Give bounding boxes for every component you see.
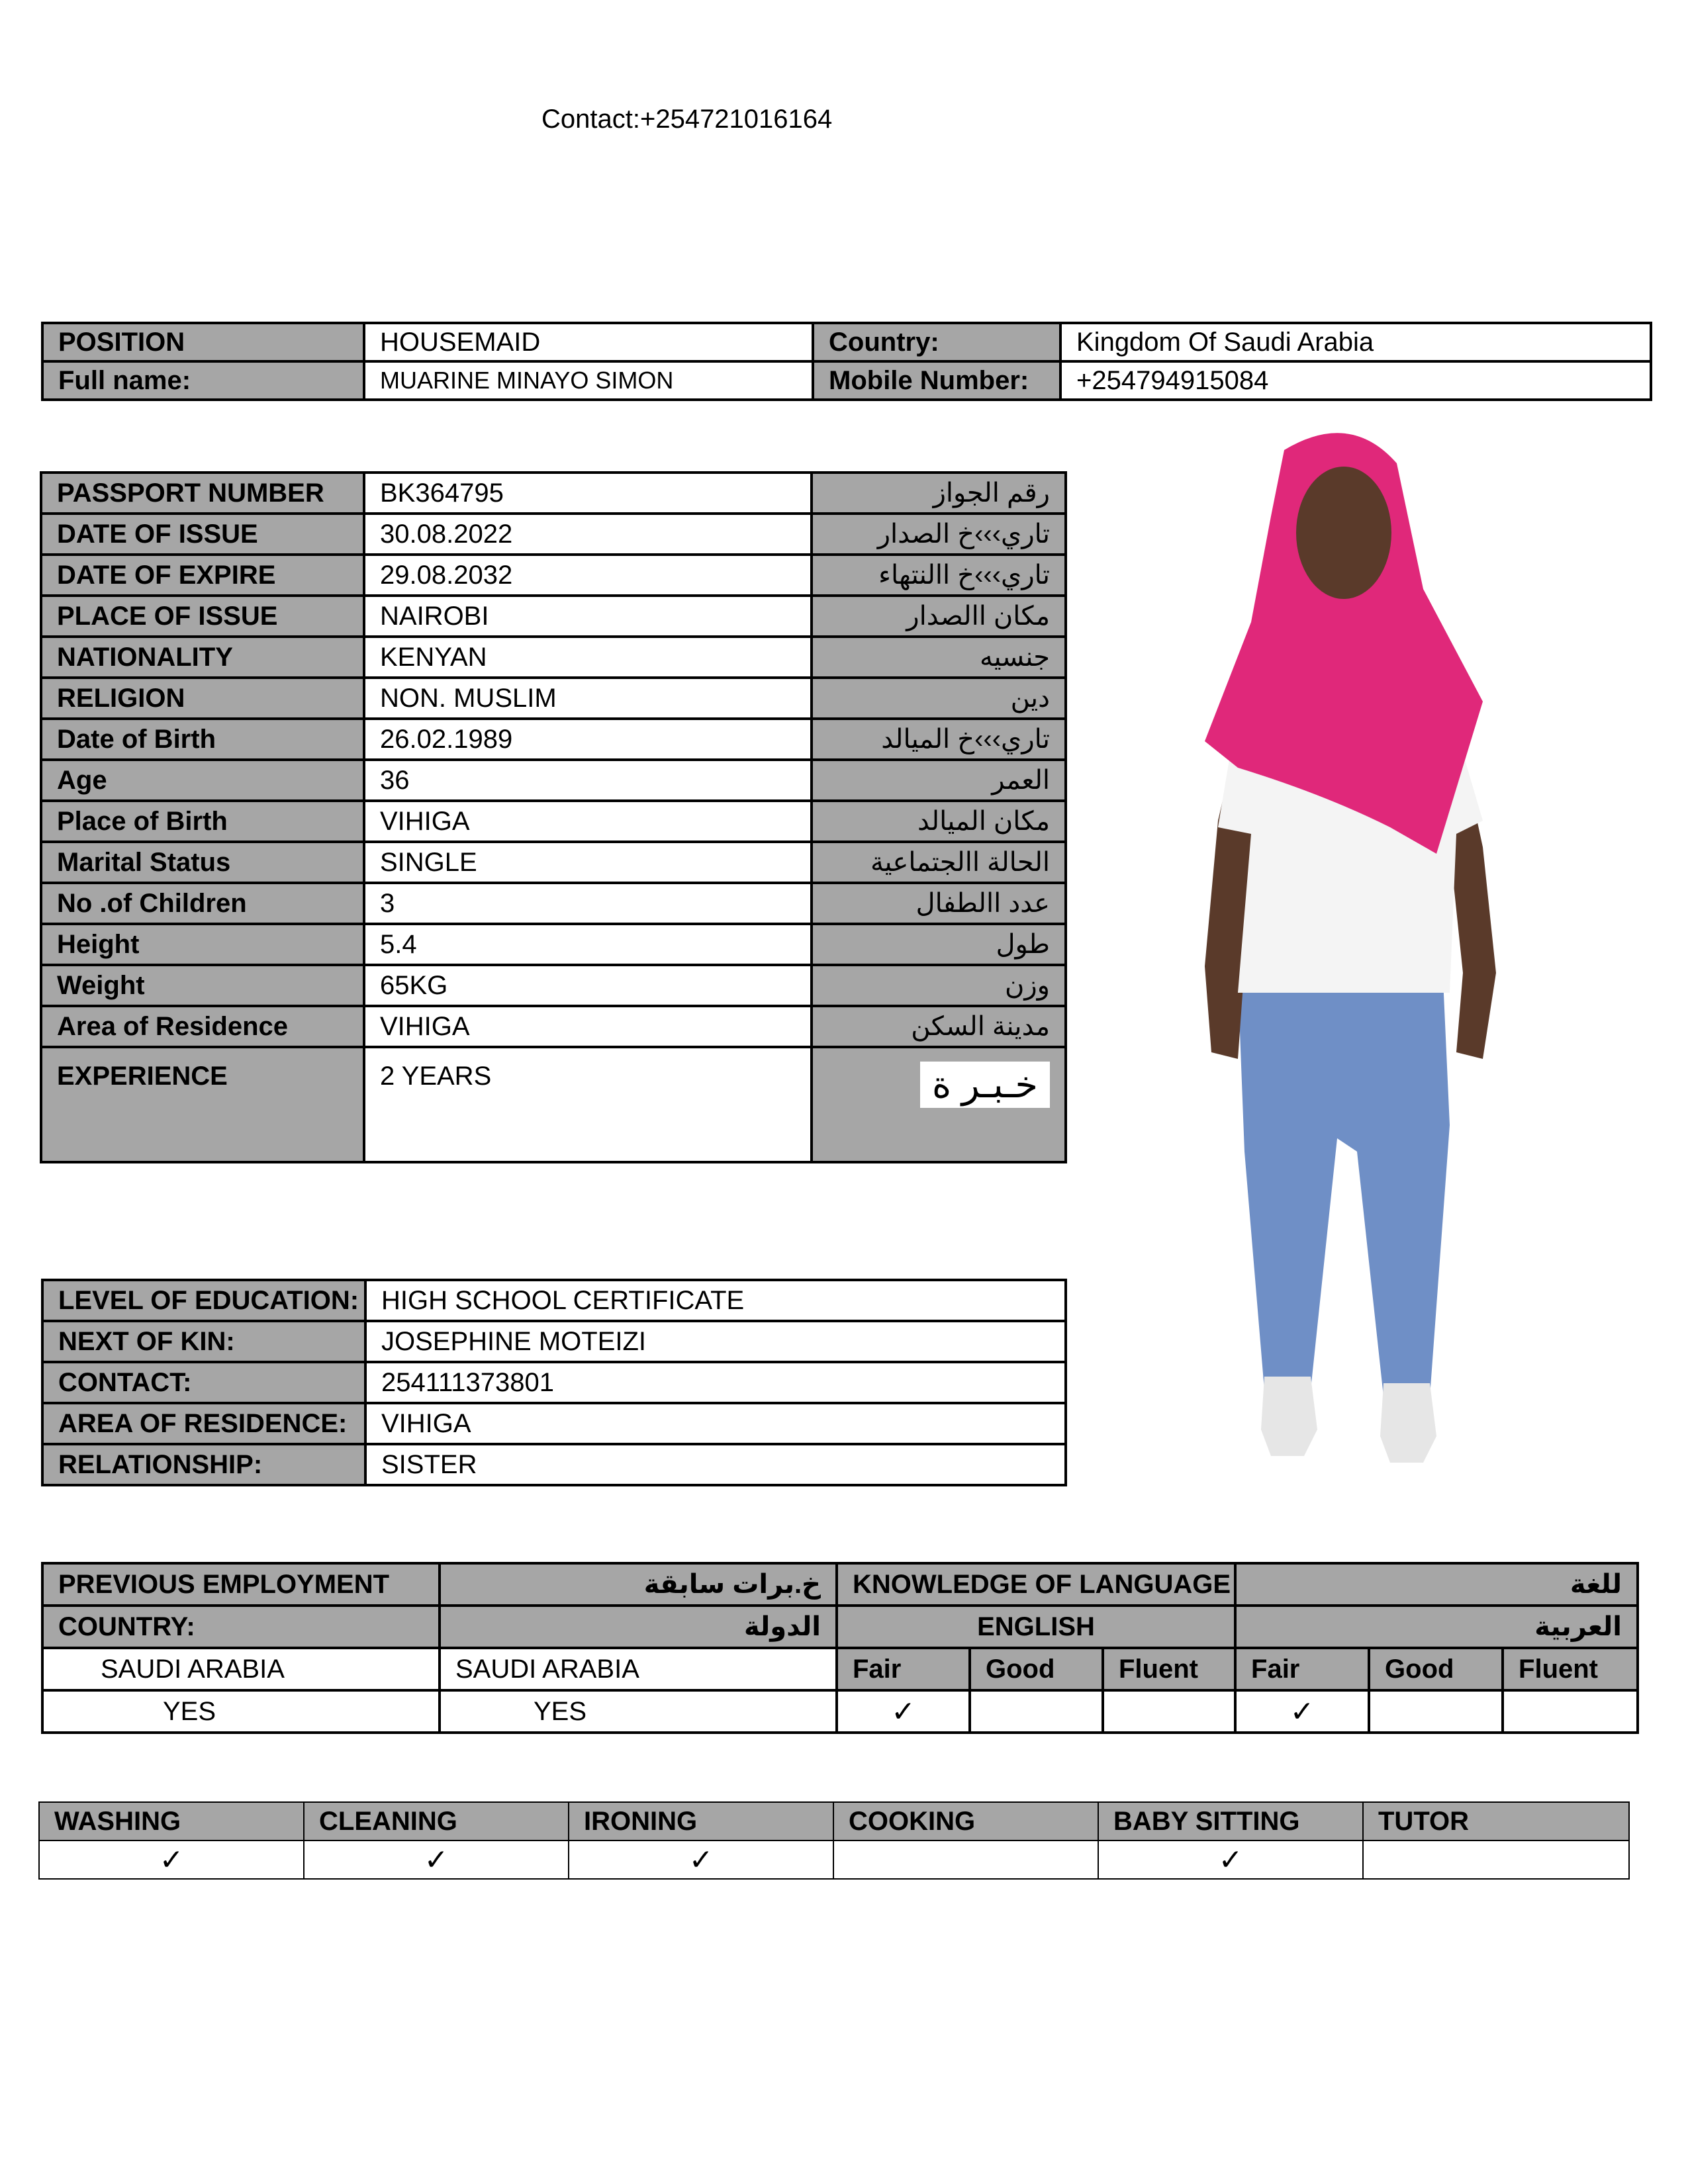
education-table (41, 1279, 1067, 1486)
skill-label: CLEANING (304, 1802, 569, 1841)
skill-label: TUTOR (1363, 1802, 1629, 1841)
candidate-photo (1139, 424, 1602, 1562)
employment-yes-1: YES (42, 1690, 440, 1733)
language-knowledge-arabic: للغة (1235, 1563, 1638, 1606)
country-label: Country: (813, 323, 1060, 361)
kin-residence-value: VIHIGA (365, 1403, 1066, 1444)
passport-row-label: No .of Children (41, 883, 364, 924)
passport-row (41, 801, 1066, 842)
country-value: Kingdom Of Saudi Arabia (1060, 323, 1651, 361)
education-level-value: HIGH SCHOOL CERTIFICATE (365, 1280, 1066, 1321)
passport-row-value: NAIROBI (364, 596, 812, 637)
position-label: POSITION (42, 323, 364, 361)
previous-employment-label: PREVIOUS EMPLOYMENT (42, 1563, 440, 1606)
passport-row-arabic: رقم الجواز (812, 473, 1066, 514)
employment-yes-2: YES (440, 1690, 837, 1733)
fullname-label: Full name: (42, 361, 364, 400)
passport-row-value: 36 (364, 760, 812, 801)
arabic-language-label: العربية (1235, 1606, 1638, 1648)
passport-row (41, 842, 1066, 883)
english-good-cell (970, 1690, 1103, 1733)
passport-row-arabic: طول (812, 924, 1066, 965)
skill-label: COOKING (833, 1802, 1098, 1841)
employment-language-table (41, 1562, 1639, 1734)
passport-row-label: Marital Status (41, 842, 364, 883)
next-of-kin-value: JOSEPHINE MOTEIZI (365, 1321, 1066, 1362)
passport-row-value: SINGLE (364, 842, 812, 883)
passport-row-arabic: مكان الميالد (812, 801, 1066, 842)
passport-row (41, 965, 1066, 1006)
passport-row-label: Height (41, 924, 364, 965)
english-fair-label: Fair (837, 1648, 970, 1690)
passport-row-arabic: تاري›››خ الصدار (812, 514, 1066, 555)
passport-row-value: KENYAN (364, 637, 812, 678)
experience-arabic: خـبـر ة (812, 1047, 1066, 1162)
passport-row (41, 514, 1066, 555)
passport-row (41, 883, 1066, 924)
arabic-fair-check: ✓ (1235, 1690, 1369, 1733)
skill-check-icon: ✓ (304, 1841, 569, 1879)
passport-row-label: RELIGION (41, 678, 364, 719)
passport-row (41, 1006, 1066, 1047)
kin-contact-label: CONTACT: (42, 1362, 365, 1403)
english-good-label: Good (970, 1648, 1103, 1690)
experience-label: EXPERIENCE (41, 1047, 364, 1162)
passport-row-value: 29.08.2032 (364, 555, 812, 596)
english-fluent-label: Fluent (1103, 1648, 1235, 1690)
language-knowledge-label: KNOWLEDGE OF LANGUAGE (837, 1563, 1235, 1606)
contact-line: Contact:+254721016164 (541, 105, 833, 134)
country-col-arabic: الدولة (440, 1606, 837, 1648)
arabic-fluent-label: Fluent (1503, 1648, 1638, 1690)
english-fair-check: ✓ (837, 1690, 970, 1733)
passport-row-label: Place of Birth (41, 801, 364, 842)
mobile-label: Mobile Number: (813, 361, 1060, 400)
passport-row-label: PLACE OF ISSUE (41, 596, 364, 637)
country-col-label: COUNTRY: (42, 1606, 440, 1648)
passport-row (41, 596, 1066, 637)
passport-row-value: NON. MUSLIM (364, 678, 812, 719)
fullname-value: MUARINE MINAYO SIMON (364, 361, 813, 400)
passport-row-arabic: العمر (812, 760, 1066, 801)
passport-row-value: 5.4 (364, 924, 812, 965)
passport-row (41, 760, 1066, 801)
passport-row-value: 26.02.1989 (364, 719, 812, 760)
previous-employment-arabic: خ.برات سابقة (440, 1563, 837, 1606)
arabic-fluent-cell (1503, 1690, 1638, 1733)
passport-row-arabic: تاري›››خ االنتهاء (812, 555, 1066, 596)
passport-row-arabic: وزن (812, 965, 1066, 1006)
skill-check-icon: ✓ (569, 1841, 833, 1879)
passport-row-value: VIHIGA (364, 801, 812, 842)
jeans (1238, 979, 1450, 1396)
passport-row-label: Weight (41, 965, 364, 1006)
passport-row-label: DATE OF ISSUE (41, 514, 364, 555)
passport-row-arabic: دين (812, 678, 1066, 719)
passport-row (41, 473, 1066, 514)
relationship-value: SISTER (365, 1444, 1066, 1485)
kin-residence-label: AREA OF RESIDENCE: (42, 1403, 365, 1444)
mobile-value: +254794915084 (1060, 361, 1651, 400)
education-level-label: LEVEL OF EDUCATION: (42, 1280, 365, 1321)
experience-value: 2 YEARS (364, 1047, 812, 1162)
passport-row (41, 637, 1066, 678)
employment-country-2: SAUDI ARABIA (440, 1648, 837, 1690)
right-shoe (1380, 1383, 1436, 1463)
employment-country-1: SAUDI ARABIA (42, 1648, 440, 1690)
passport-row (41, 924, 1066, 965)
skill-label: WASHING (39, 1802, 304, 1841)
passport-row-arabic: جنسيه (812, 637, 1066, 678)
passport-row (41, 719, 1066, 760)
left-shoe (1261, 1377, 1317, 1456)
arabic-fair-label: Fair (1235, 1648, 1369, 1690)
face (1296, 467, 1391, 599)
passport-row-label: PASSPORT NUMBER (41, 473, 364, 514)
kin-contact-value: 254111373801 (365, 1362, 1066, 1403)
position-value: HOUSEMAID (364, 323, 813, 361)
skill-empty-cell (833, 1841, 1098, 1879)
skill-check-icon: ✓ (1098, 1841, 1363, 1879)
passport-row-arabic: عدد االطفال (812, 883, 1066, 924)
next-of-kin-label: NEXT OF KIN: (42, 1321, 365, 1362)
passport-row-label: Area of Residence (41, 1006, 364, 1047)
skill-label: IRONING (569, 1802, 833, 1841)
passport-row-value: 3 (364, 883, 812, 924)
passport-row-arabic: مكان االصدار (812, 596, 1066, 637)
passport-row-arabic: مدينة السكن (812, 1006, 1066, 1047)
english-label: ENGLISH (837, 1606, 1235, 1648)
passport-row-arabic: الحالة االجتماعية (812, 842, 1066, 883)
skill-label: BABY SITTING (1098, 1802, 1363, 1841)
passport-row-value: VIHIGA (364, 1006, 812, 1047)
header-table (41, 322, 1652, 401)
skill-empty-cell (1363, 1841, 1629, 1879)
passport-row-label: Date of Birth (41, 719, 364, 760)
relationship-label: RELATIONSHIP: (42, 1444, 365, 1485)
passport-row-value: 30.08.2022 (364, 514, 812, 555)
arabic-good-cell (1369, 1690, 1503, 1733)
skill-check-icon: ✓ (39, 1841, 304, 1879)
passport-row-label: Age (41, 760, 364, 801)
passport-row (41, 678, 1066, 719)
passport-row (41, 555, 1066, 596)
passport-row-value: BK364795 (364, 473, 812, 514)
arabic-good-label: Good (1369, 1648, 1503, 1690)
english-fluent-cell (1103, 1690, 1235, 1733)
passport-row-label: DATE OF EXPIRE (41, 555, 364, 596)
passport-row-label: NATIONALITY (41, 637, 364, 678)
passport-row-value: 65KG (364, 965, 812, 1006)
skills-table (38, 1801, 1630, 1880)
passport-table (40, 471, 1067, 1163)
passport-row-arabic: تاري›››خ الميالد (812, 719, 1066, 760)
